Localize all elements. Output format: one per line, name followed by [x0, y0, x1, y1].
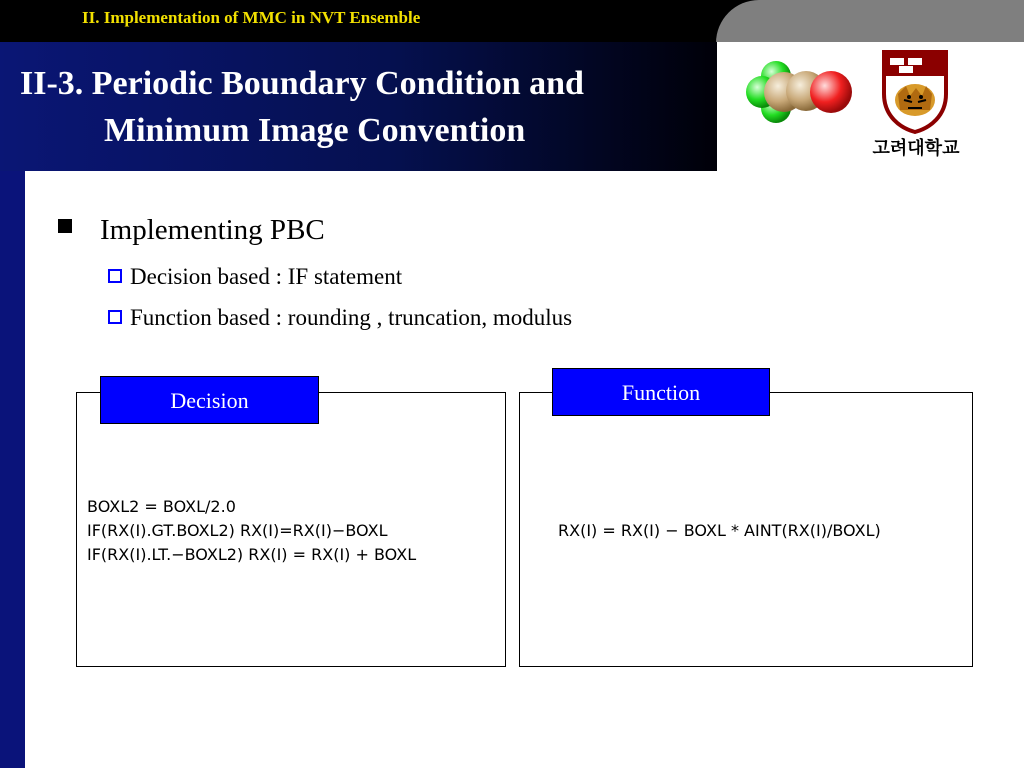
main-bullet-text: Implementing PBC — [100, 214, 325, 246]
slide-title-line2: Minimum Image Convention — [104, 112, 526, 149]
sub-bullet-text: Function based : rounding , truncation, modulus — [130, 305, 573, 330]
code-line: IF(RX(I).GT.BOXL2) RX(I)=RX(I)−BOXL — [87, 521, 388, 540]
code-line: BOXL2 = BOXL/2.0 — [87, 497, 236, 516]
slide-title-line1: II-3. Periodic Boundary Condition and — [20, 65, 584, 102]
code-line: RX(I) = RX(I) − BOXL * AINT(RX(I)/BOXL) — [558, 521, 881, 540]
decision-label: Decision — [100, 376, 319, 424]
university-name: 고려대학교 — [872, 138, 960, 159]
molecule-icon — [740, 58, 860, 128]
sub-bullet — [108, 264, 402, 290]
decision-code — [87, 495, 416, 567]
sub-bullet-text: Decision based : IF statement — [130, 264, 403, 289]
hollow-square-bullet-icon — [108, 269, 122, 283]
function-label: Function — [552, 368, 770, 416]
section-label: II. Implementation of MMC in NVT Ensemble — [82, 8, 421, 27]
header-tab-decoration — [716, 0, 1024, 43]
main-bullet — [58, 214, 325, 247]
slide-title — [20, 60, 710, 154]
university-shield-logo — [880, 50, 950, 134]
square-bullet-icon — [58, 219, 72, 233]
code-line: IF(RX(I).LT.−BOXL2) RX(I) = RX(I) + BOXL — [87, 545, 417, 564]
left-accent-strip — [0, 171, 25, 768]
hollow-square-bullet-icon — [108, 310, 122, 324]
sub-bullet — [108, 305, 572, 331]
function-code — [558, 519, 881, 543]
